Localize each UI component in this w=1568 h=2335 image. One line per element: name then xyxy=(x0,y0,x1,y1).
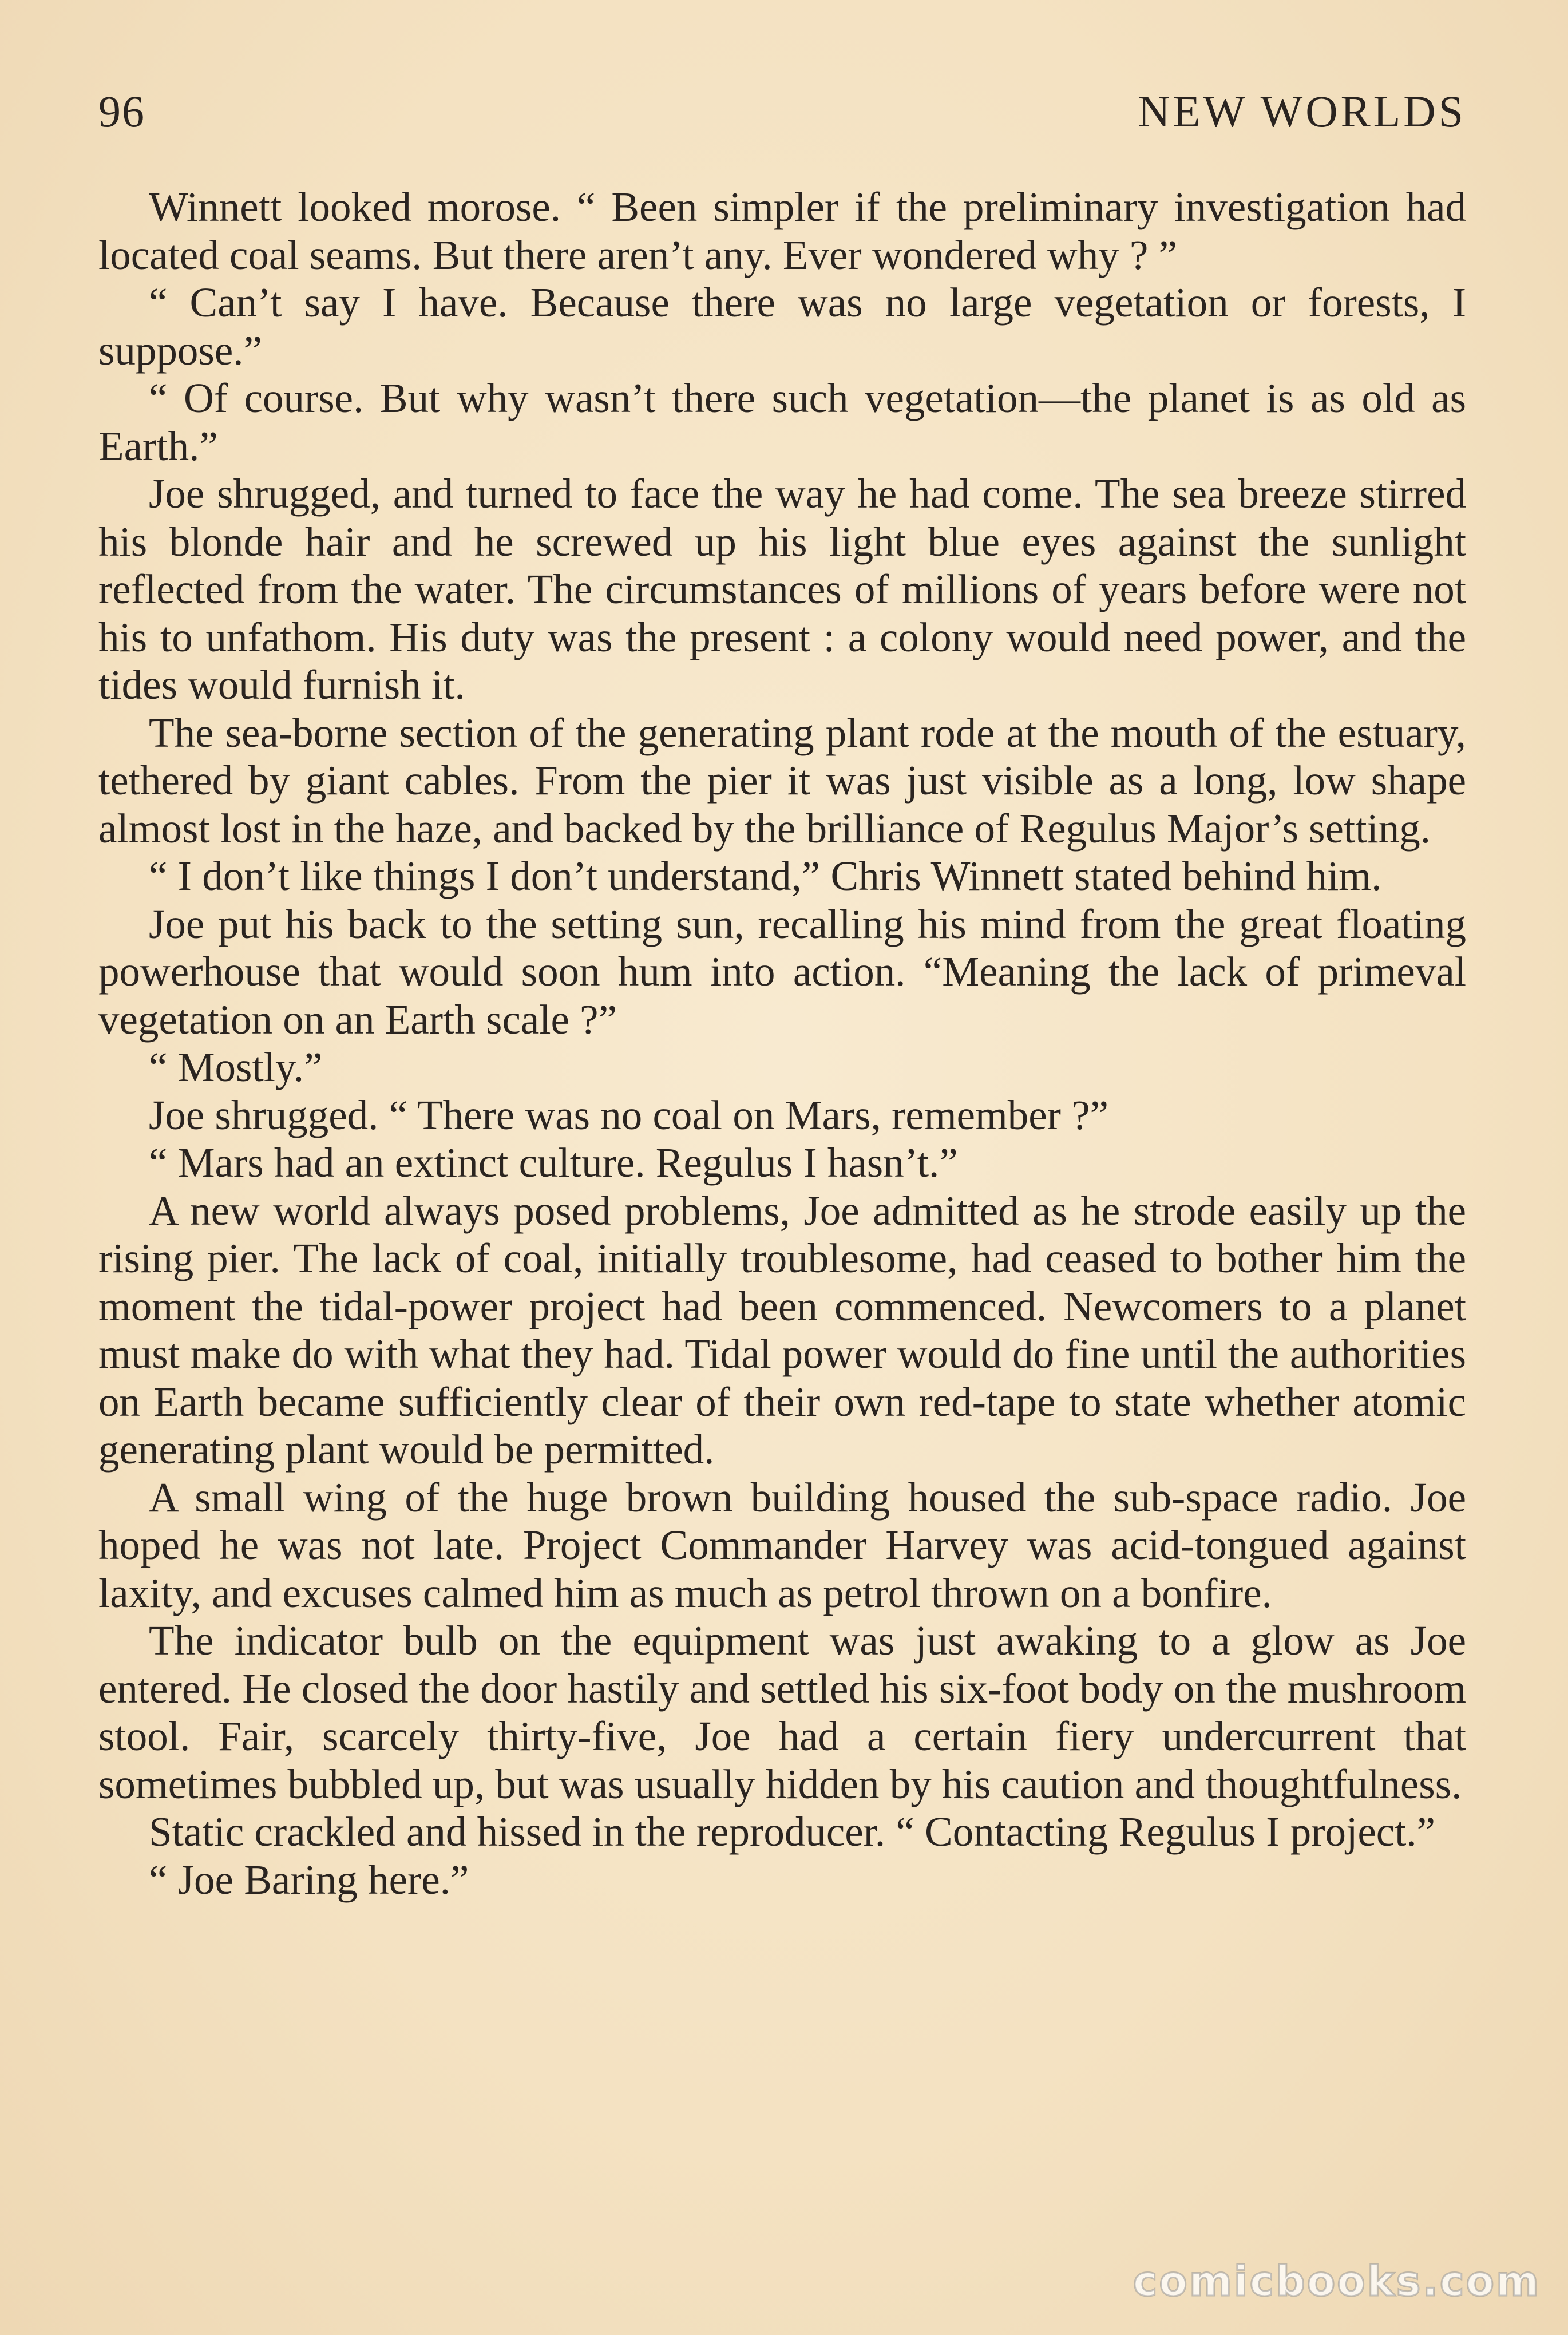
paragraph: “ Of course. But why wasn’t there such vegetation—the planet is as old as Earth.” xyxy=(98,375,1466,469)
paragraph: Winnett looked morose. “ Been simpler if the preliminary investigation had located coal seams. But there aren’t any. Ever wondered why ? ” xyxy=(98,184,1466,278)
paragraph: Joe shrugged. “ There was no coal on Mars, remember ?” xyxy=(149,1091,1109,1138)
paragraph: A small wing of the huge brown building housed the sub-space radio. Joe hoped he was not late. Project Commander Harvey was acid-tongued against laxity, and excuses calmed him as much as petrol thrown on a bonfire. xyxy=(98,1474,1466,1616)
paragraph: “ Can’t say I have. Because there was no large vegetation or forests, I suppose.” xyxy=(98,279,1466,374)
watermark: comicbooks.com xyxy=(1133,2257,1541,2305)
body-text xyxy=(98,183,1466,1903)
paragraph: “ Mostly.” xyxy=(149,1044,323,1090)
paragraph: The indicator bulb on the equipment was just awaking to a glow as Joe entered. He closed the door hastily and settled his six-foot body on the mushroom stool. Fair, scarcely thirty-five, Joe had a certain fiery undercurrent that sometimes bubbled up, but was usually hidden by his caution and thoughtfulness. xyxy=(98,1617,1466,1807)
running-head: NEW WORLDS xyxy=(1138,86,1466,136)
paragraph: “ I don’t like things I don’t understand,” Chris Winnett stated behind him. xyxy=(149,853,1382,899)
page-header xyxy=(98,86,1466,143)
paragraph: Joe put his back to the setting sun, recalling his mind from the great floating powerhouse that would soon hum into action. “Meaning the lack of primeval vegetation on an Earth scale ?” xyxy=(98,900,1466,1043)
paragraph: “ Joe Baring here.” xyxy=(149,1856,469,1903)
paragraph: Static crackled and hissed in the reproducer. “ Contacting Regulus I project.” xyxy=(149,1808,1436,1855)
paragraph: The sea-borne section of the generating plant rode at the mouth of the estuary, tethered by giant cables. From the pier it was just visible as a long, low shape almost lost in the haze, and backed by the brilliance of Regulus Major’s setting. xyxy=(98,709,1466,852)
paragraph: Joe shrugged, and turned to face the way he had come. The sea breeze stirred his blonde hair and he screwed up his light blue eyes against the sunlight reflected from the water. The circumstances of millions of years before were not his to unfathom. His duty was the present : a colony would need power, and the tides would furnish it. xyxy=(98,470,1466,708)
page-number: 96 xyxy=(98,86,145,136)
paragraph: A new world always posed problems, Joe admitted as he strode easily up the rising pier. The lack of coal, initially troublesome, had ceased to bother him the moment the tidal-power project had been commenced. Newcomers to a planet must make do with what they had. Tidal power would do fine until the authorities on Earth became sufficiently clear of their own red-tape to state whether atomic generating plant would be permitted. xyxy=(98,1187,1466,1473)
paragraph: “ Mars had an extinct culture. Regulus I hasn’t.” xyxy=(149,1139,958,1186)
